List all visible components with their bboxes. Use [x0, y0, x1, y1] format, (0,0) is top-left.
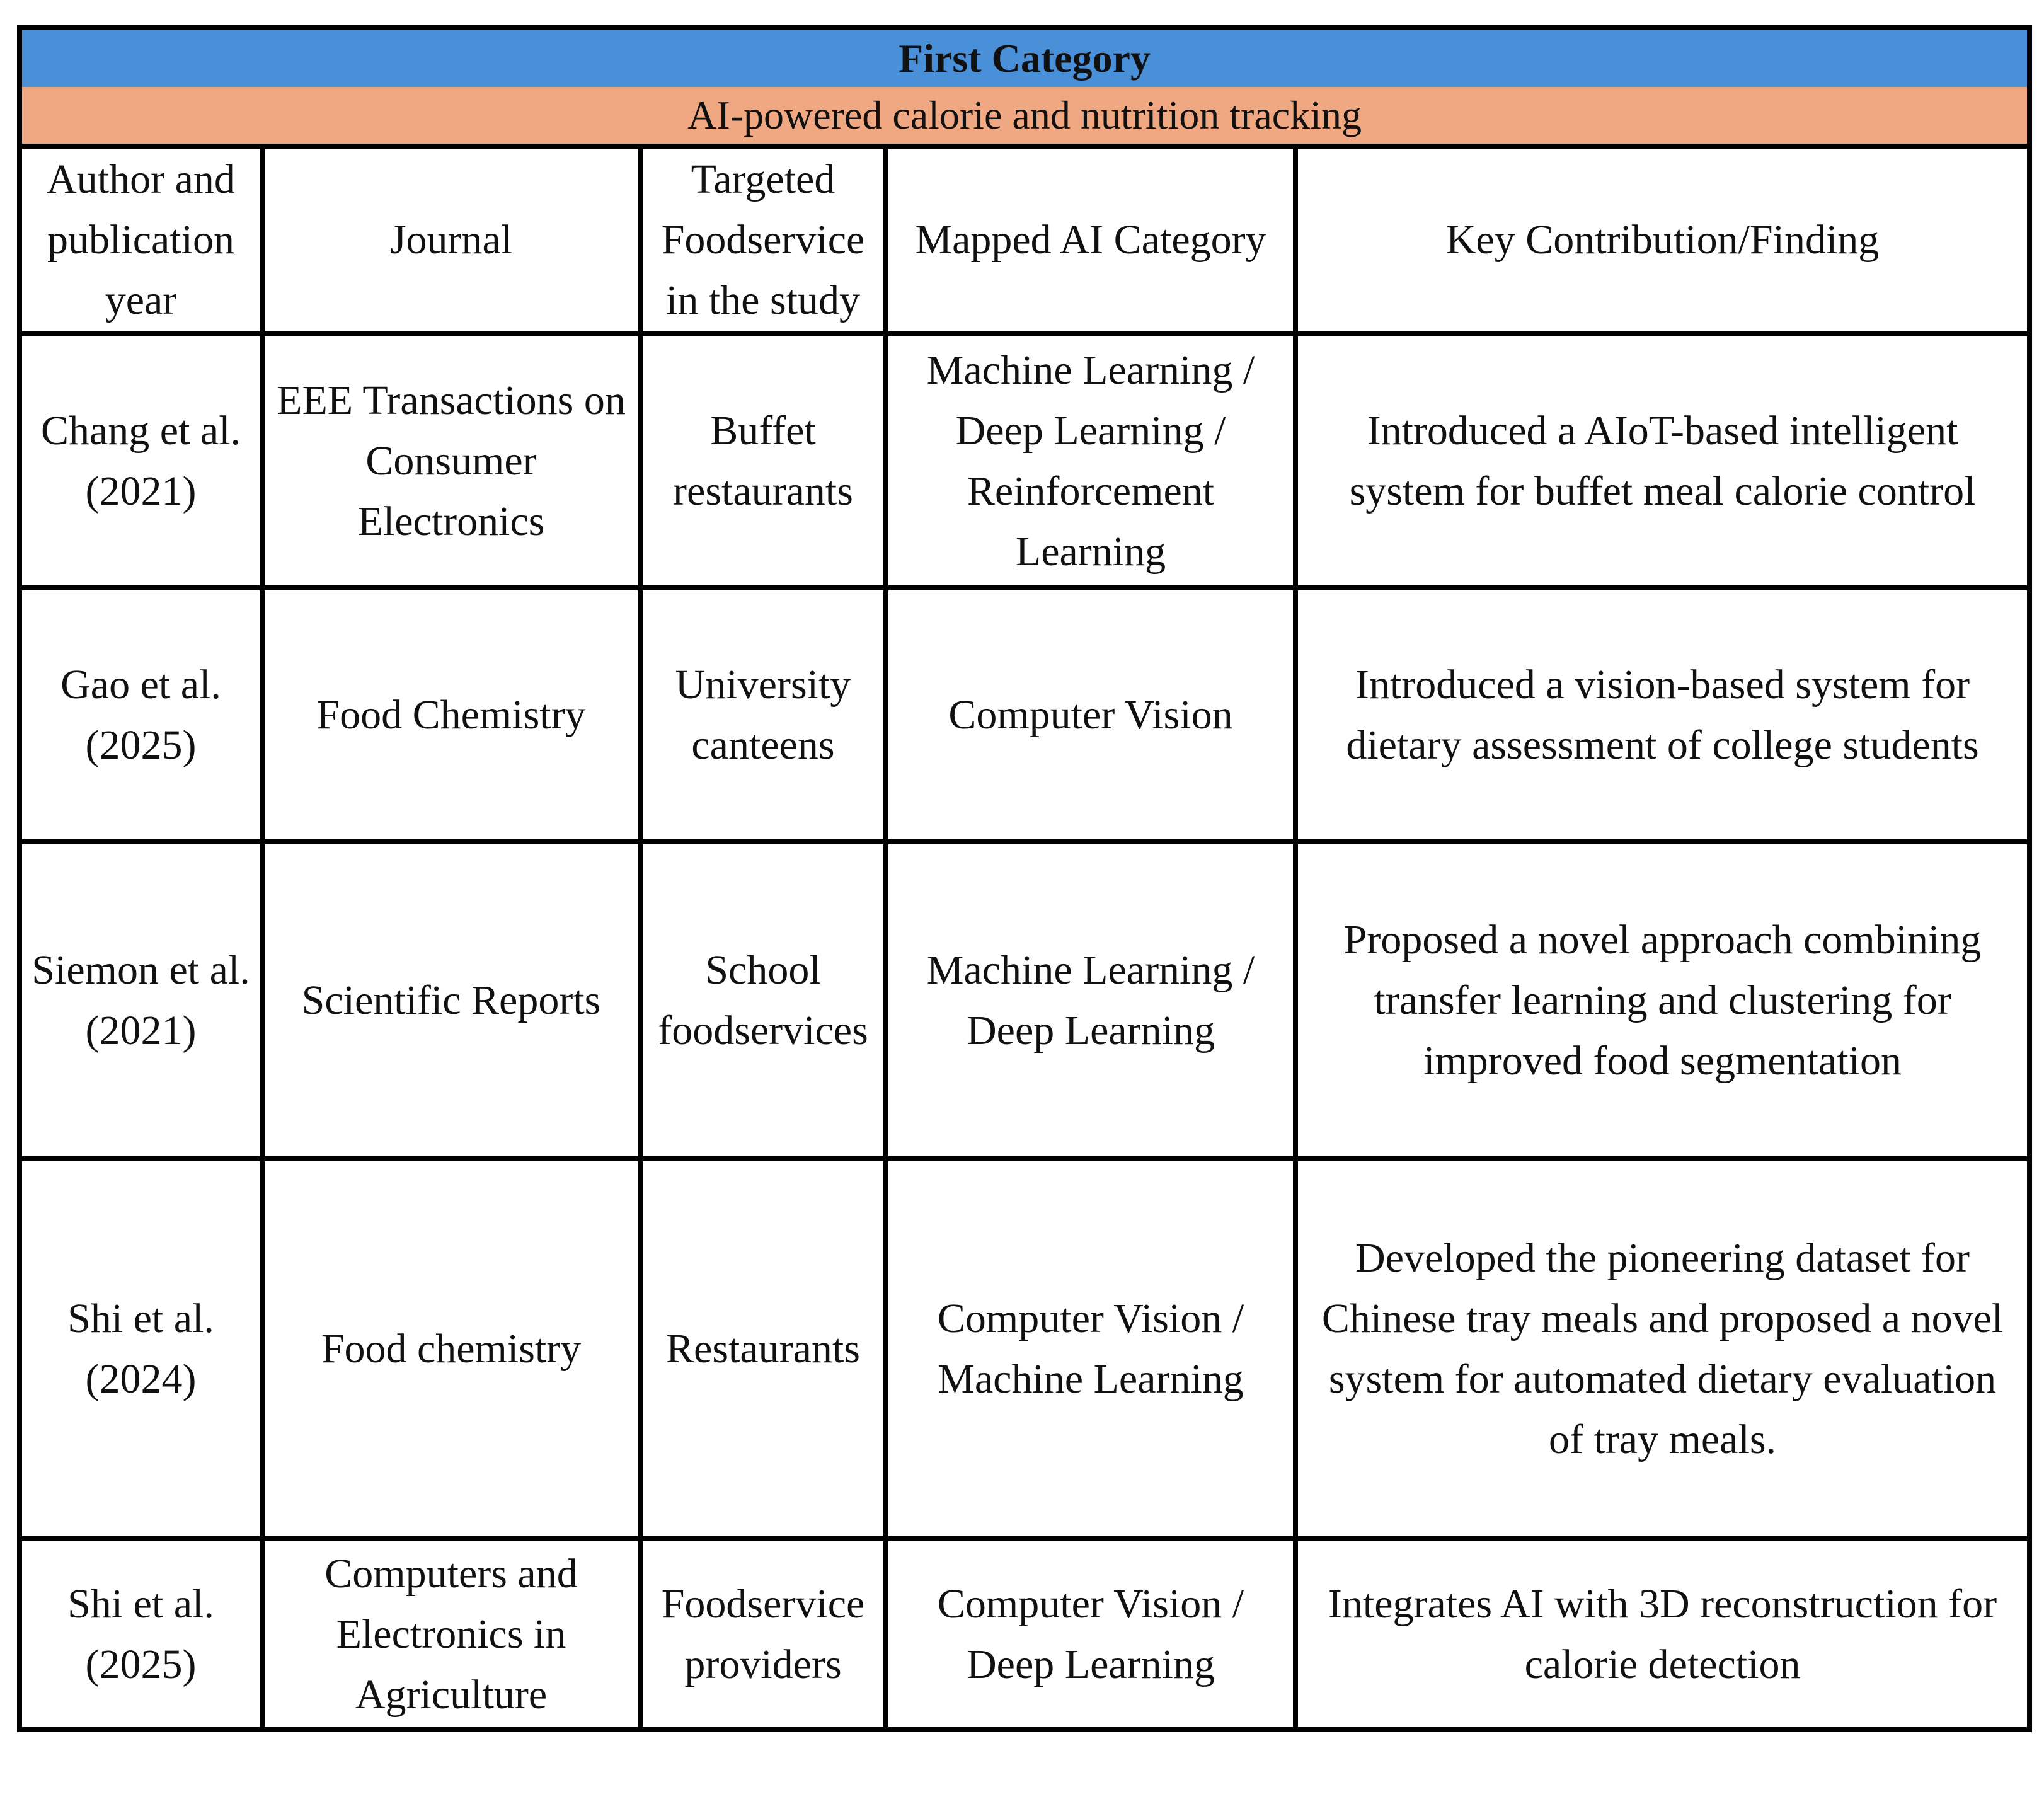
cell-ai-category: Computer Vision	[886, 588, 1295, 842]
literature-table	[17, 25, 2032, 1732]
cell-contribution: Introduced a vision-based system for dietary assessment of college students	[1295, 588, 2030, 842]
cell-author: Chang et al. (2021)	[20, 334, 262, 588]
cell-contribution: Proposed a novel approach combining transfer learning and clustering for improved food segmentation	[1295, 842, 2030, 1159]
cell-journal: Scientific Reports	[262, 842, 640, 1159]
cell-foodservice: School foodservices	[640, 842, 886, 1159]
table-row	[20, 1159, 2030, 1539]
cell-ai-category: Machine Learning / Deep Learning	[886, 842, 1295, 1159]
cell-contribution: Introduced a AIoT-based intelligent system for buffet meal calorie control	[1295, 334, 2030, 588]
header-ai-category: Mapped AI Category	[886, 146, 1295, 334]
cell-contribution: Integrates AI with 3D reconstruction for calorie detection	[1295, 1539, 2030, 1730]
cell-foodservice: University canteens	[640, 588, 886, 842]
header-contribution: Key Contribution/Finding	[1295, 146, 2030, 334]
cell-journal: Computers and Electronics in Agriculture	[262, 1539, 640, 1730]
category-row	[20, 28, 2030, 87]
cell-author: Shi et al. (2025)	[20, 1539, 262, 1730]
subcategory-row	[20, 87, 2030, 146]
header-foodservice: Targeted Foodservice in the study	[640, 146, 886, 334]
literature-table-container	[17, 25, 2027, 1732]
cell-journal: Food Chemistry	[262, 588, 640, 842]
cell-ai-category: Computer Vision / Machine Learning	[886, 1159, 1295, 1539]
cell-author: Gao et al. (2025)	[20, 588, 262, 842]
cell-journal: EEE Transactions on Consumer Electronics	[262, 334, 640, 588]
table-row	[20, 842, 2030, 1159]
header-journal: Journal	[262, 146, 640, 334]
header-row	[20, 146, 2030, 334]
cell-journal: Food chemistry	[262, 1159, 640, 1539]
cell-author: Siemon et al. (2021)	[20, 842, 262, 1159]
table-row	[20, 588, 2030, 842]
category-title: First Category	[20, 28, 2030, 87]
cell-foodservice: Foodservice providers	[640, 1539, 886, 1730]
header-author: Author and publication year	[20, 146, 262, 334]
cell-ai-category: Machine Learning / Deep Learning / Reinforcement Learning	[886, 334, 1295, 588]
table-row	[20, 334, 2030, 588]
cell-contribution: Developed the pioneering dataset for Chinese tray meals and proposed a novel system for automated dietary evaluation of tray meals.	[1295, 1159, 2030, 1539]
subcategory-title: AI-powered calorie and nutrition tracking	[20, 87, 2030, 146]
cell-foodservice: Restaurants	[640, 1159, 886, 1539]
table-row	[20, 1539, 2030, 1730]
cell-ai-category: Computer Vision / Deep Learning	[886, 1539, 1295, 1730]
cell-foodservice: Buffet restaurants	[640, 334, 886, 588]
cell-author: Shi et al. (2024)	[20, 1159, 262, 1539]
